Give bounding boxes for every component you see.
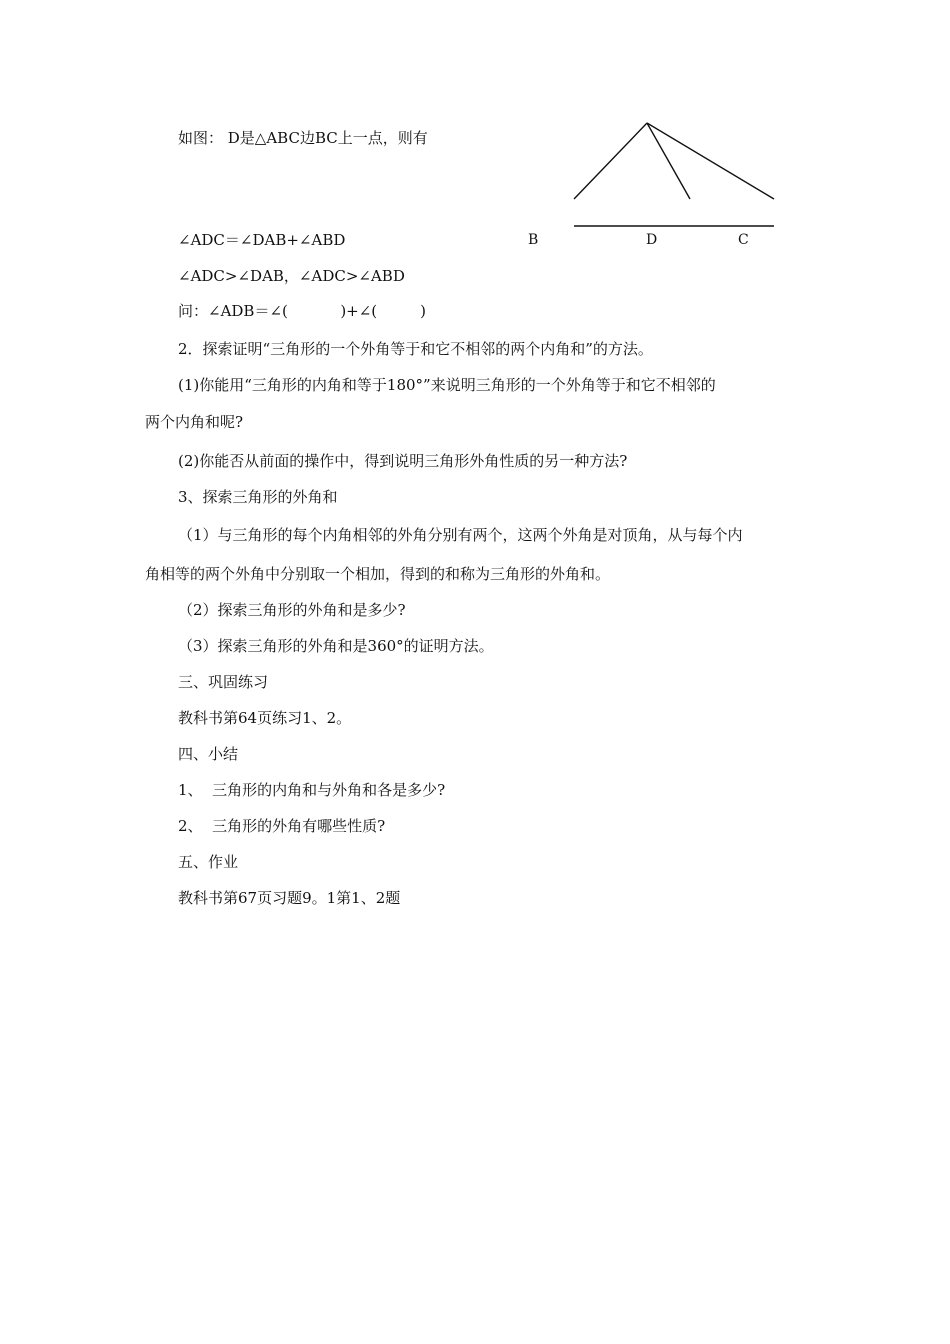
equation-1: ∠ADC＝∠DAB+∠ABD <box>178 231 346 249</box>
practice-text: 教科书第64页练习1、2。 <box>178 709 352 727</box>
side-ac <box>647 123 774 199</box>
section-3-p2: （2）探索三角形的外角和是多少? <box>178 601 406 619</box>
summary-item-2: 2、 三角形的外角有哪些性质? <box>178 817 386 835</box>
intro-text: 如图： D是△ABC边BC上一点，则有 <box>178 129 428 147</box>
section-3-p1-line1: （1）与三角形的每个内角相邻的外角分别有两个，这两个外角是对顶角，从与每个内 <box>178 526 743 544</box>
section-2-q1-line2: 两个内角和呢? <box>145 413 244 431</box>
summary-heading: 四、小结 <box>178 745 239 763</box>
question-blank: 问：∠ADB＝∠( )+∠( ) <box>178 302 426 320</box>
section-3-p3: （3）探索三角形的外角和是360°的证明方法。 <box>178 637 494 655</box>
summary-item-1: 1、 三角形的内角和与外角和各是多少? <box>178 781 446 799</box>
equation-2: ∠ADC>∠DAB，∠ADC>∠ABD <box>178 267 405 285</box>
section-2-title: 2．探索证明“三角形的一个外角等于和它不相邻的两个内角和”的方法。 <box>178 340 653 358</box>
label-c: C <box>738 232 749 248</box>
side-ab <box>574 123 647 199</box>
section-2-q2: (2)你能否从前面的操作中，得到说明三角形外角性质的另一种方法? <box>178 452 628 470</box>
label-d: D <box>646 232 658 248</box>
practice-heading: 三、巩固练习 <box>178 673 269 691</box>
section-3-title: 3、探索三角形的外角和 <box>178 488 338 506</box>
segment-ad <box>647 123 690 199</box>
label-b: B <box>528 232 539 248</box>
triangle-figure <box>560 115 790 235</box>
section-3-p1-line2: 角相等的两个外角中分别取一个相加，得到的和称为三角形的外角和。 <box>145 565 611 583</box>
homework-heading: 五、作业 <box>178 853 239 871</box>
section-2-q1-line1: (1)你能用“三角形的内角和等于180°”来说明三角形的一个外角等于和它不相邻的 <box>178 376 716 394</box>
homework-text: 教科书第67页习题9。1第1、2题 <box>178 889 401 907</box>
